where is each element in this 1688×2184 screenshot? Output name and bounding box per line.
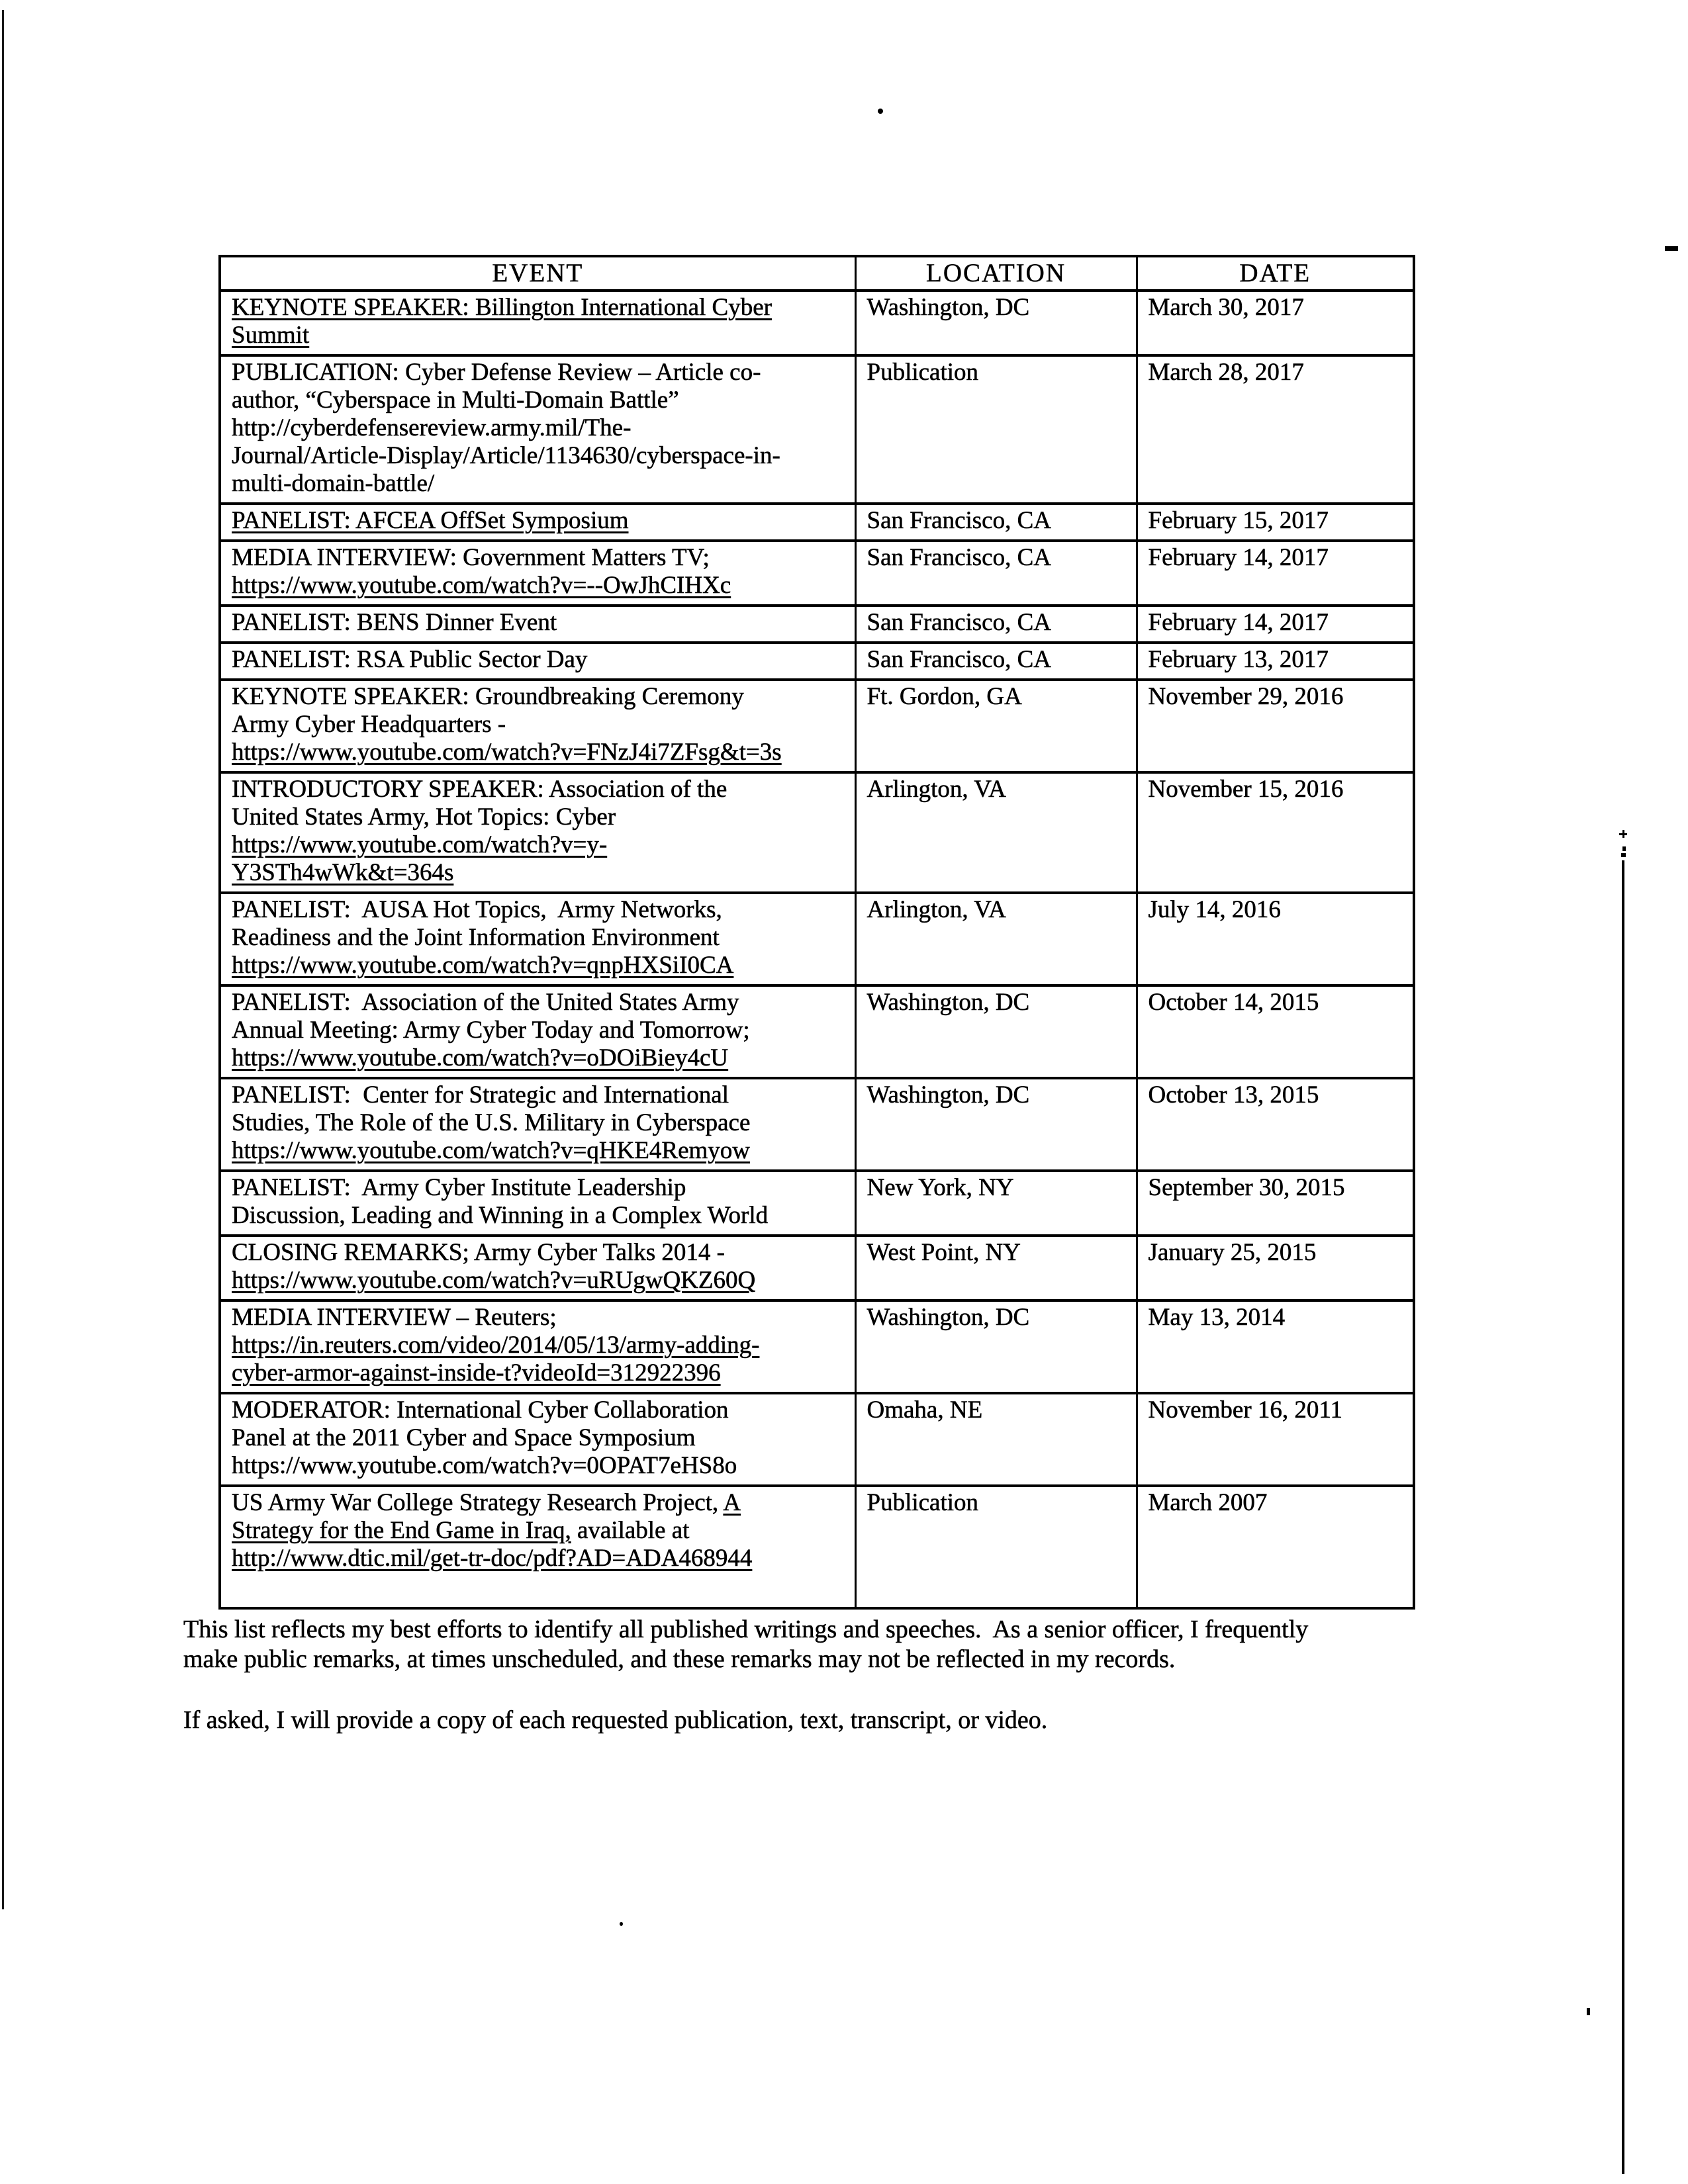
scan-artifact-plus-mark [1622, 830, 1624, 838]
location-cell: Washington, DC [855, 985, 1137, 1078]
date-cell: July 14, 2016 [1137, 893, 1414, 985]
note-paragraph-1-line-2: make public remarks, at times unscheduled, and these remarks may not be reflected in my records. [183, 1645, 1176, 1673]
location-cell: Ft. Gordon, GA [855, 680, 1137, 772]
table-row [220, 1171, 1414, 1236]
event-cell: MEDIA INTERVIEW – Reuters; https://in.reuters.com/video/2014/05/13/army-adding- cyber-armor-against-inside-t?videoId=312922396 [220, 1300, 855, 1393]
scan-artifact-right-edge-line [1622, 860, 1624, 2174]
location-cell: West Point, NY [855, 1236, 1137, 1300]
date-cell: October 13, 2015 [1137, 1078, 1414, 1171]
location-cell: Publication [855, 355, 1137, 504]
date-cell: November 29, 2016 [1137, 680, 1414, 772]
date-cell: October 14, 2015 [1137, 985, 1414, 1078]
location-cell: Publication [855, 1486, 1137, 1608]
column-header-event: EVENT [220, 256, 855, 291]
event-cell: US Army War College Strategy Research Project, A Strategy for the End Game in Iraq, available at http://www.dtic.mil/get-tr-doc/pdf?AD=ADA468944 [220, 1486, 855, 1608]
date-cell: February 13, 2017 [1137, 643, 1414, 680]
event-cell: CLOSING REMARKS; Army Cyber Talks 2014 - https://www.youtube.com/watch?v=uRUgwQKZ60Q [220, 1236, 855, 1300]
table-row [220, 541, 1414, 606]
location-cell: San Francisco, CA [855, 643, 1137, 680]
location-cell: Arlington, VA [855, 772, 1137, 893]
location-cell: San Francisco, CA [855, 504, 1137, 541]
event-cell: KEYNOTE SPEAKER: Billington International Cyber Summit [220, 291, 855, 355]
date-cell: February 14, 2017 [1137, 606, 1414, 643]
table-header-row [220, 256, 1414, 291]
column-header-date: DATE [1137, 256, 1414, 291]
event-cell: PANELIST: AUSA Hot Topics, Army Networks, Readiness and the Joint Information Environment https://www.youtube.com/watch?v=qnpHXSiI0CA [220, 893, 855, 985]
date-cell: March 2007 [1137, 1486, 1414, 1608]
date-cell: March 30, 2017 [1137, 291, 1414, 355]
table-row [220, 893, 1414, 985]
event-cell: PANELIST: AFCEA OffSet Symposium [220, 504, 855, 541]
location-cell: Omaha, NE [855, 1393, 1137, 1486]
table-row [220, 985, 1414, 1078]
column-header-location: LOCATION [855, 256, 1137, 291]
table-row [220, 643, 1414, 680]
date-cell: September 30, 2015 [1137, 1171, 1414, 1236]
table-row [220, 291, 1414, 355]
date-cell: November 15, 2016 [1137, 772, 1414, 893]
table-row [220, 1300, 1414, 1393]
scan-artifact-dash [1665, 246, 1678, 251]
scan-artifact-dot [878, 109, 883, 114]
table-row [220, 1486, 1414, 1608]
event-cell: KEYNOTE SPEAKER: Groundbreaking Ceremony Army Cyber Headquarters - https://www.youtube.com/watch?v=FNzJ4i7ZFsg&t=3s [220, 680, 855, 772]
event-cell: PANELIST: BENS Dinner Event [220, 606, 855, 643]
event-cell: PANELIST: Army Cyber Institute Leadership Discussion, Leading and Winning in a Complex World [220, 1171, 855, 1236]
footer-notes [183, 1615, 1308, 1735]
table-row [220, 680, 1414, 772]
table-row [220, 606, 1414, 643]
event-cell: PUBLICATION: Cyber Defense Review – Article co- author, “Cyberspace in Multi-Domain Battle” http://cyberdefensereview.army.mil/The- Journal/Article-Display/Article/1134630/cyberspace-in- multi-domain-battle/ [220, 355, 855, 504]
location-cell: Arlington, VA [855, 893, 1137, 985]
date-cell: May 13, 2014 [1137, 1300, 1414, 1393]
date-cell: February 15, 2017 [1137, 504, 1414, 541]
location-cell: San Francisco, CA [855, 541, 1137, 606]
table-body [220, 291, 1414, 1608]
date-cell: January 25, 2015 [1137, 1236, 1414, 1300]
location-cell: Washington, DC [855, 1300, 1137, 1393]
event-cell: INTRODUCTORY SPEAKER: Association of the United States Army, Hot Topics: Cyber https://www.youtube.com/watch?v=y- Y3STh4wWk&t=364s [220, 772, 855, 893]
date-cell: March 28, 2017 [1137, 355, 1414, 504]
scan-artifact-left-edge-line [2, 10, 4, 1909]
location-cell: New York, NY [855, 1171, 1137, 1236]
table-row [220, 1393, 1414, 1486]
scan-artifact-dot [1587, 2008, 1590, 2015]
note-paragraph-2: If asked, I will provide a copy of each requested publication, text, transcript, or video. [183, 1706, 1048, 1734]
location-cell: San Francisco, CA [855, 606, 1137, 643]
event-cell: PANELIST: Association of the United States Army Annual Meeting: Army Cyber Today and Tomorrow; https://www.youtube.com/watch?v=oDOiBiey4cU [220, 985, 855, 1078]
event-cell: MODERATOR: International Cyber Collaboration Panel at the 2011 Cyber and Space Symposium https://www.youtube.com/watch?v=0OPAT7eHS8o [220, 1393, 855, 1486]
scan-artifact-dot [620, 1922, 623, 1926]
location-cell: Washington, DC [855, 291, 1137, 355]
scan-artifact-dash [1622, 846, 1626, 851]
table-row [220, 504, 1414, 541]
table-row [220, 355, 1414, 504]
location-cell: Washington, DC [855, 1078, 1137, 1171]
date-cell: February 14, 2017 [1137, 541, 1414, 606]
table-row [220, 1236, 1414, 1300]
table-row [220, 772, 1414, 893]
event-cell: MEDIA INTERVIEW: Government Matters TV; https://www.youtube.com/watch?v=--OwJhCIHXc [220, 541, 855, 606]
event-cell: PANELIST: RSA Public Sector Day [220, 643, 855, 680]
scan-artifact-dash [1621, 853, 1626, 857]
event-cell: PANELIST: Center for Strategic and International Studies, The Role of the U.S. Military in Cyberspace https://www.youtube.com/watch?v=qHKE4Remyow [220, 1078, 855, 1171]
table-row [220, 1078, 1414, 1171]
note-paragraph-1-line-1: This list reflects my best efforts to identify all published writings and speeches. As a senior officer, I frequently [183, 1615, 1309, 1643]
events-table [218, 255, 1415, 1610]
date-cell: November 16, 2011 [1137, 1393, 1414, 1486]
